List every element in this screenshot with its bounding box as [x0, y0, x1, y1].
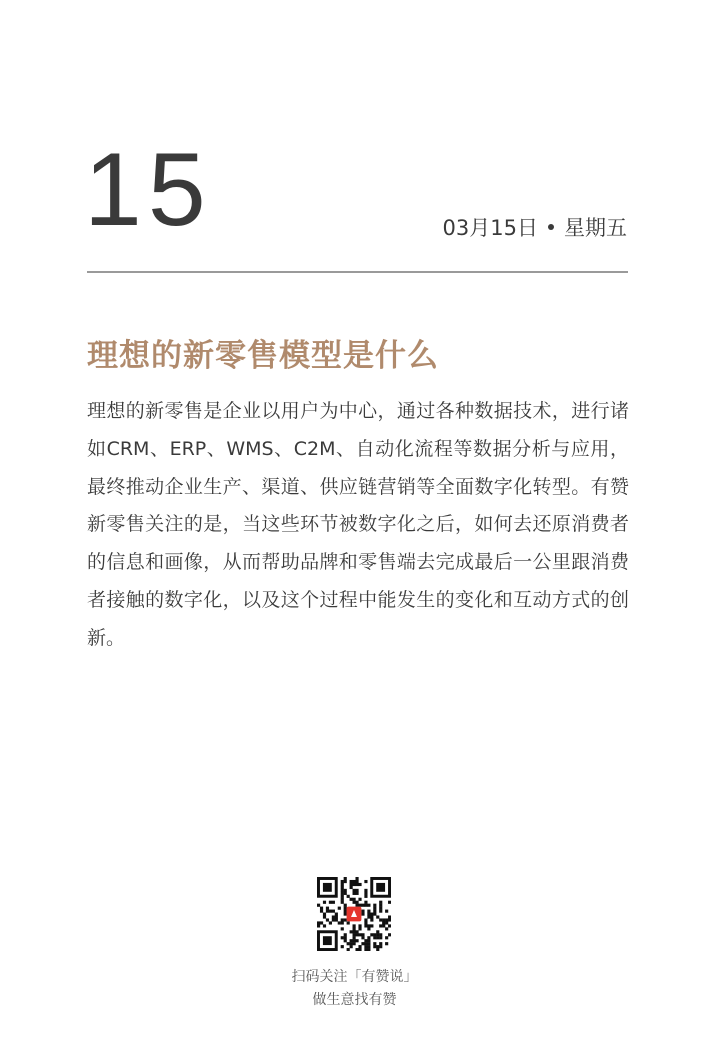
article-title: 理想的新零售模型是什么	[87, 338, 439, 374]
header-divider	[87, 271, 628, 273]
scan-caption: 扫码关注「有赞说」	[291, 969, 418, 985]
qr-code-graphic	[317, 877, 391, 951]
article-body: 理想的新零售是企业以用户为中心，通过各种数据技术，进行诸如CRM、ERP、WMS、C2M、自动化流程等数据分析与应用，最终推动企业生产、渠道、供应链营销等全面数字化转型。有赞新零售关注的是，当这些环节被数字化之后，如何去还原消费者的信息和画像，从而帮助品牌和零售端去完成最后一公里跟消费者接触的数字化，以及这个过程中能发生的变化和互动方式的创新。	[87, 400, 629, 649]
slogan-caption: 做生意找有赞	[312, 992, 397, 1008]
day-number: 15	[84, 132, 212, 248]
date-weekday	[443, 212, 627, 242]
weekday-text: 星期五	[564, 216, 627, 240]
separator-dot	[548, 224, 554, 230]
qr-code-icon[interactable]	[317, 877, 391, 951]
date-text: 03月15日	[442, 216, 538, 240]
